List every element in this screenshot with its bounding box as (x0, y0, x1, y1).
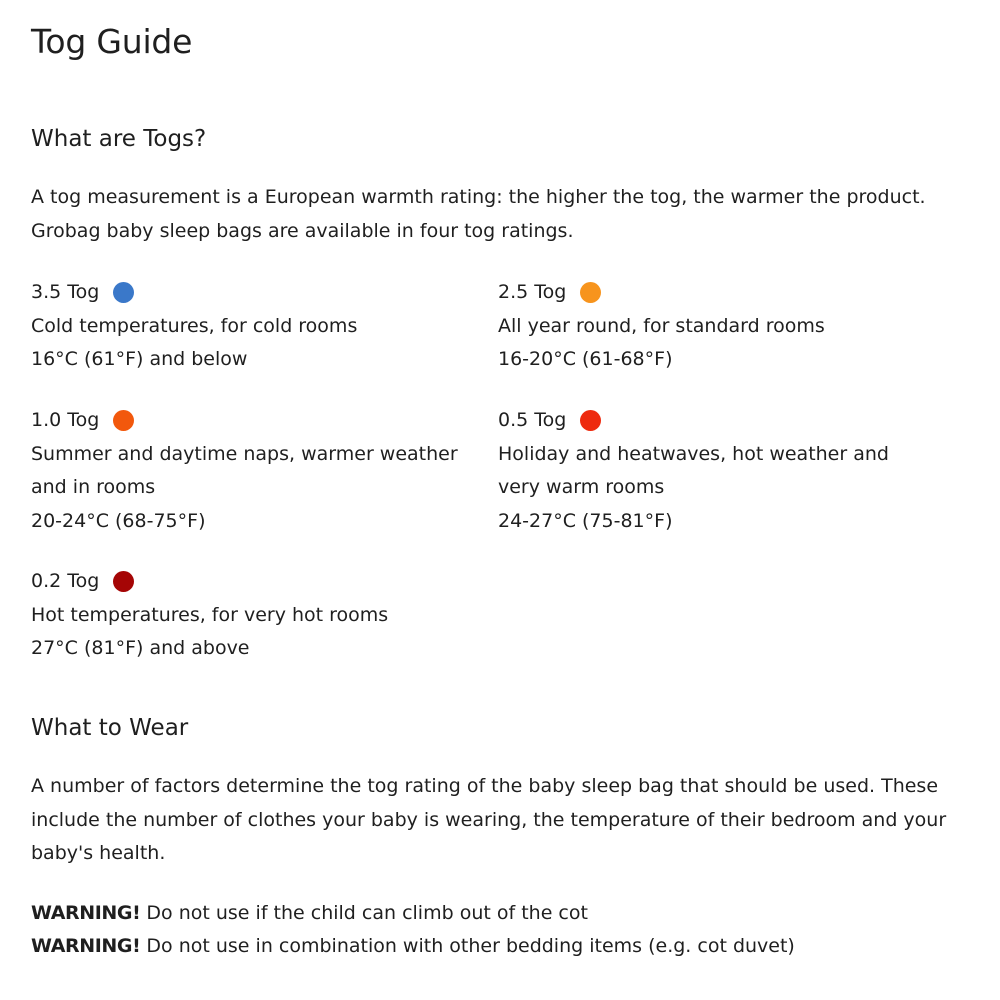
tog-item-1-0 (31, 404, 471, 538)
blue-dot-icon (113, 282, 134, 303)
tog-label: 0.5 Tog (498, 409, 567, 431)
warning-label: WARNING! (31, 902, 141, 924)
tog-label: 0.2 Tog (31, 570, 100, 592)
togs-intro-paragraph: A tog measurement is a European warmth rating: the higher the tog, the warmer the product. Grobag baby sleep bags are available in four tog ratings. (31, 186, 926, 242)
tog-item-3-5 (31, 276, 481, 377)
tog-item-2-5 (498, 276, 948, 377)
tog-temperature: 16-20°C (61-68°F) (498, 348, 673, 370)
tog-description: Holiday and heatwaves, hot weather and very warm rooms (498, 442, 889, 498)
dark-red-dot-icon (113, 571, 134, 592)
tog-temperature: 20-24°C (68-75°F) (31, 509, 206, 532)
tog-label: 3.5 Tog (31, 281, 100, 303)
tog-temperature: 27°C (81°F) and above (31, 637, 250, 659)
warning-line (31, 930, 795, 964)
warning-line (31, 897, 588, 931)
orange-dot-icon (580, 282, 601, 303)
warning-label: WARNING! (31, 935, 141, 957)
warning-text: Do not use if the child can climb out of the cot (140, 902, 588, 924)
tog-temperature: 16°C (61°F) and below (31, 348, 248, 370)
tog-item-0-5 (498, 404, 908, 538)
tog-description: Hot temperatures, for very hot rooms (31, 603, 389, 626)
tog-description: All year round, for standard rooms (498, 314, 825, 337)
warning-text: Do not use in combination with other bedding items (e.g. cot duvet) (140, 935, 795, 957)
red-dot-icon (580, 410, 601, 431)
section-heading-what-to-wear: What to Wear (31, 715, 189, 741)
tog-description: Summer and daytime naps, warmer weather and in rooms (31, 442, 458, 498)
dark-orange-dot-icon (113, 410, 134, 431)
section-heading-what-are-togs: What are Togs? (31, 126, 207, 152)
tog-label: 1.0 Tog (31, 409, 100, 431)
what-to-wear-paragraph: A number of factors determine the tog rating of the baby sleep bag that should be used. These include the number of clothes your baby is wearing, the temperature of their bedroom and your baby's health. (31, 775, 947, 864)
tog-temperature: 24-27°C (75-81°F) (498, 509, 673, 532)
tog-item-0-2 (31, 565, 481, 666)
tog-label: 2.5 Tog (498, 281, 567, 303)
tog-description: Cold temperatures, for cold rooms (31, 314, 358, 337)
page-title: Tog Guide (31, 22, 193, 61)
